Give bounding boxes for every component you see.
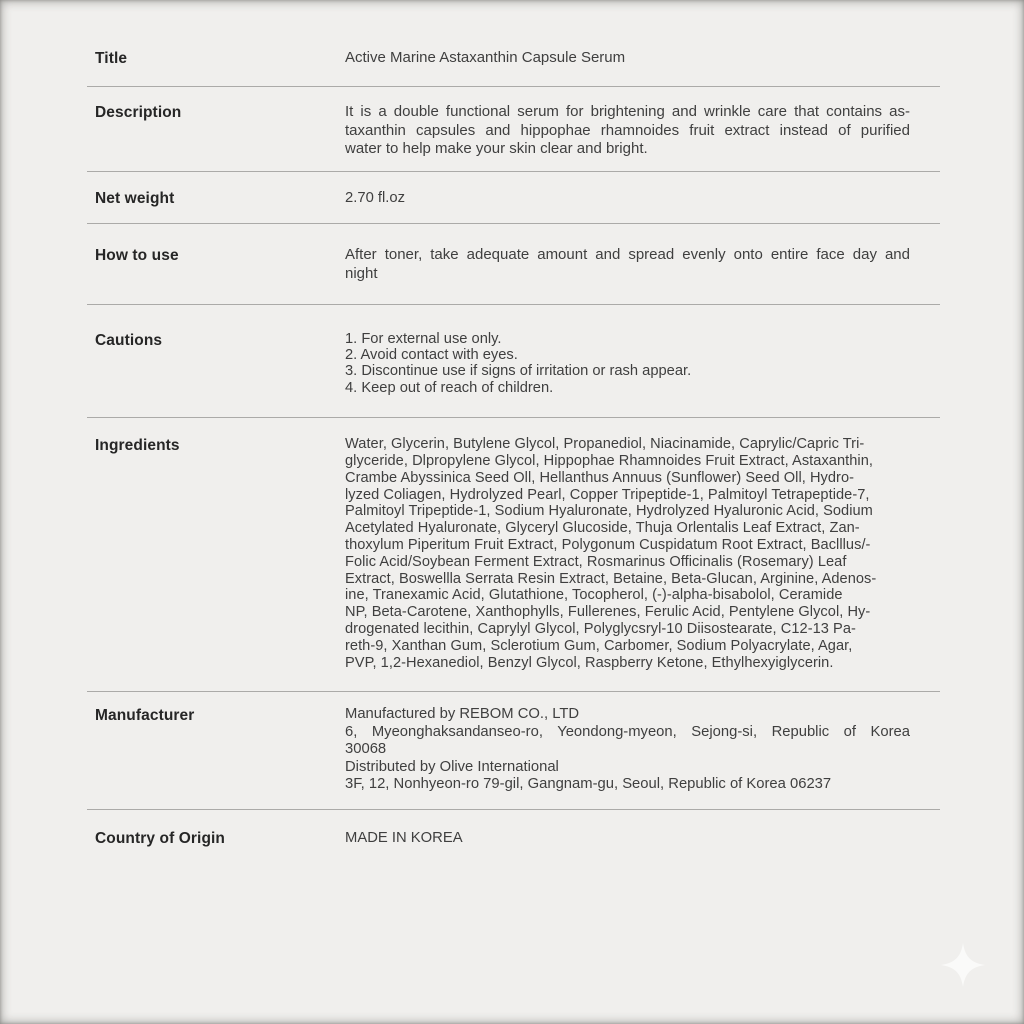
value-line: Water, Glycerin, Butylene Glycol, Propanediol, Niacinamide, Caprylic/Capric Tri- [345, 436, 865, 453]
value-line: Distributed by Olive International [345, 758, 559, 775]
value-line: NP, Beta-Carotene, Xanthophylls, Fullerenes, Ferulic Acid, Pentylene Glycol, Hy- [345, 604, 871, 621]
row-label-how-to-use: How to use [95, 247, 179, 265]
table-row-ingredients [87, 418, 940, 692]
value-line: Extract, Boswellla Serrata Resin Extract, Betaine, Beta-Glucan, Arginine, Adenos- [345, 570, 877, 587]
sparkle-icon [939, 941, 987, 989]
table-row-description [87, 87, 940, 172]
value-line: glyceride, Dlpropylene Glycol, Hippophae Rhamnoides Fruit Extract, Astaxanthin, [345, 452, 873, 469]
value-line: thoxylum Piperitum Fruit Extract, Polygonum Cuspidatum Root Extract, Baclllus/- [345, 536, 871, 553]
table-row-how-to-use [87, 224, 940, 304]
row-label-description: Description [95, 104, 182, 121]
row-label-cautions: Cautions [95, 331, 163, 349]
value-line: Palmitoyl Tripeptide-1, Sodium Hyaluronate, Hydrolyzed Hyaluronic Acid, Sodium [345, 503, 873, 520]
value-line: Folic Acid/Soybean Ferment Extract, Rosmarinus Officinalis (Rosemary) Leaf [345, 553, 847, 570]
row-label-net-weight: Net weight [95, 190, 175, 208]
table-row-cautions [87, 305, 940, 419]
value-line: 2. Avoid contact with eyes. [345, 346, 518, 363]
four-point-star-shape [941, 943, 985, 987]
value-line: 2.70 fl.oz [345, 190, 406, 207]
value-line: Manufactured by REBOM CO., LTD [345, 706, 580, 723]
row-value-description [345, 103, 910, 159]
value-line: water to help make your skin clear and bright. [345, 140, 648, 158]
value-line: taxanthin capsules and hippophae rhamnoides fruit extract instead of purified [345, 121, 910, 139]
value-line: reth-9, Xanthan Gum, Sclerotium Gum, Carbomer, Sodium Polyacrylate, Agar, [345, 637, 853, 654]
row-value-title [345, 49, 910, 68]
value-line: 3. Discontinue use if signs of irritation or rash appear. [345, 363, 692, 380]
value-line: Active Marine Astaxanthin Capsule Serum [345, 49, 626, 66]
row-label-manufacturer: Manufacturer [95, 707, 195, 725]
value-line: lyzed Coliagen, Hydrolyzed Pearl, Copper Tripeptide-1, Palmitoyl Tetrapeptide-7, [345, 486, 870, 503]
value-line: 1. For external use only. [345, 330, 502, 347]
value-line: It is a double functional serum for brightening and wrinkle care that contains as- [345, 103, 910, 120]
value-line: 4. Keep out of reach of children. [345, 379, 554, 396]
value-line: MADE IN KOREA [345, 830, 463, 847]
value-line: Crambe Abyssinica Seed Oll, Hellanthus Annuus (Sunflower) Seed Oll, Hydro- [345, 469, 855, 486]
value-line: ine, Tranexamic Acid, Glutathione, Tocopherol, (-)-alpha-bisabolol, Ceramide [345, 587, 843, 604]
value-line: PVP, 1,2-Hexanediol, Benzyl Glycol, Raspberry Ketone, Ethylhexyiglycerin. [345, 654, 834, 671]
value-line: 30068 [345, 741, 387, 758]
row-value-net-weight [345, 189, 910, 208]
row-label-ingredients: Ingredients [95, 437, 180, 455]
value-line: drogenated lecithin, Caprylyl Glycol, Polyglycsryl-10 Diisostearate, C12-13 Pa- [345, 620, 856, 637]
table-row-country-of-origin [87, 810, 940, 878]
row-value-manufacturer [345, 706, 910, 793]
value-line: Acetylated Hyaluronate, Glyceryl Glucoside, Thuja Orlentalis Leaf Extract, Zan- [345, 520, 860, 537]
value-line: After toner, take adequate amount and spread evenly onto entire face day and [345, 246, 910, 264]
product-table [87, 30, 940, 878]
table-row-title [87, 30, 940, 87]
value-line: night [345, 264, 378, 282]
row-label-country-of-origin: Country of Origin [95, 830, 225, 848]
row-label-title: Title [95, 50, 128, 67]
row-value-ingredients [345, 436, 910, 671]
row-value-how-to-use [345, 246, 910, 283]
table-row-net-weight [87, 172, 940, 224]
value-line: 6, Myeonghaksandanseo-ro, Yeondong-myeon, Sejong-si, Republic of Korea [345, 723, 910, 740]
row-value-cautions [345, 331, 910, 397]
row-value-country-of-origin [345, 829, 910, 848]
table-row-manufacturer [87, 692, 940, 810]
value-line: 3F, 12, Nonhyeon-ro 79-gil, Gangnam-gu, Seoul, Republic of Korea 06237 [345, 775, 832, 792]
